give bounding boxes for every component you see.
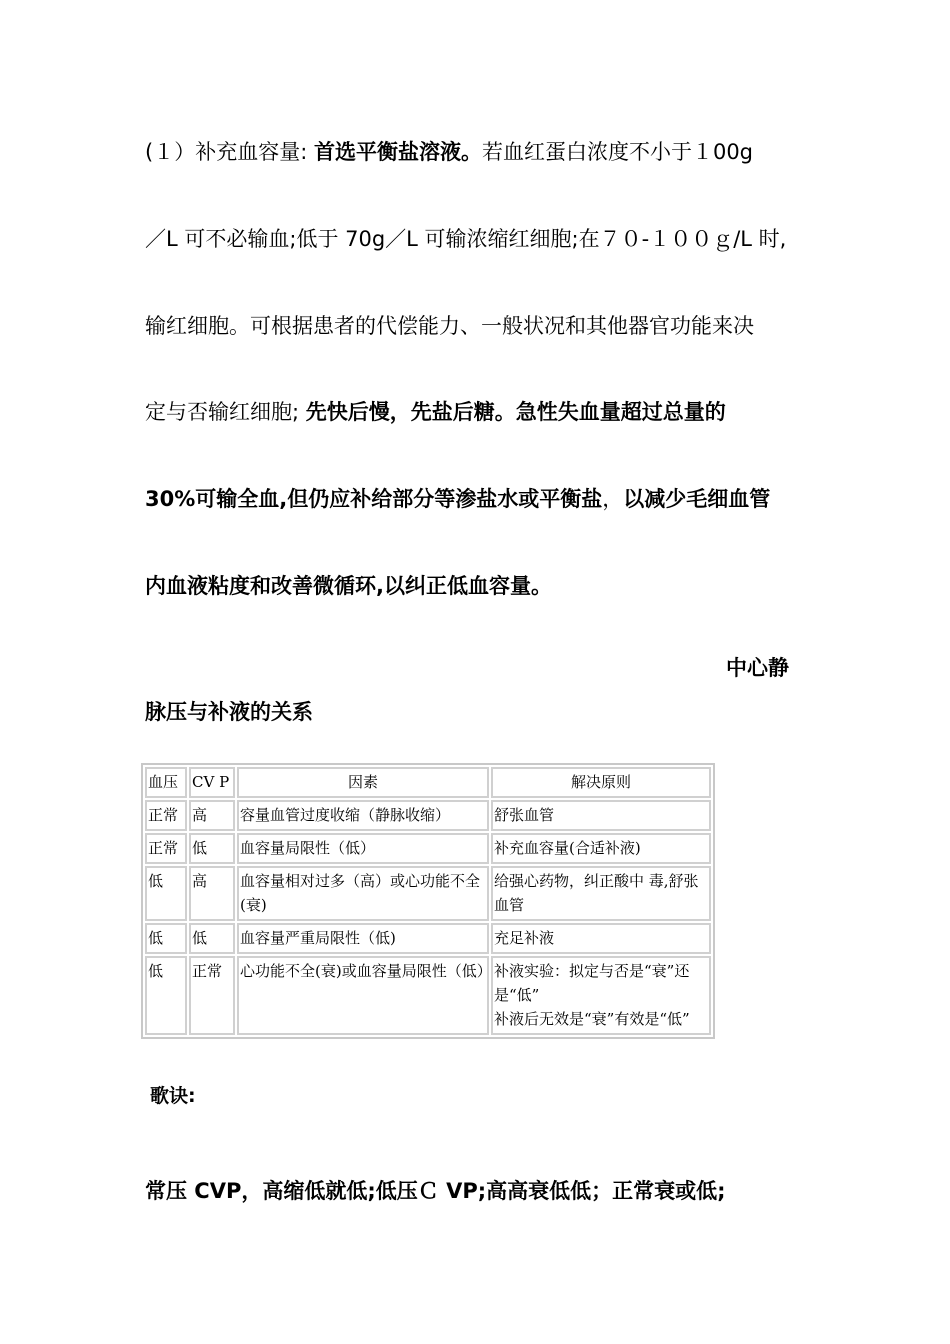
header-principle: 解决原则 (491, 767, 711, 798)
table-cell: 血容量相对过多（高）或心功能不全(衰) (237, 866, 489, 921)
section-title-part-1: 中心静 (726, 656, 789, 680)
table-cell: 舒张血管 (491, 800, 711, 831)
table-cell: 补充血容量(合适补液) (491, 833, 711, 864)
table-cell: 低 (189, 923, 235, 954)
table-cell: 正常 (145, 833, 187, 864)
table-cell: 低 (145, 956, 187, 1035)
table-cell: 高 (189, 800, 235, 831)
bold-text-segment: 首选平衡盐溶液。 (313, 140, 482, 164)
paragraph-line-4 (145, 398, 726, 426)
section-title-part-2: 脉压与补液的关系 (145, 700, 313, 724)
paragraph-line-6: 内血液粘度和改善微循环,以纠正低血容量。 (145, 574, 552, 598)
cell-line: 补液实验：拟定与否是“衰”还是“低” (494, 962, 690, 1004)
text-segment: 定与否输红细胞; (145, 400, 306, 424)
text-segment: 若血红蛋白浓度不小于１00g (481, 140, 754, 164)
text-segment: ， (602, 487, 624, 511)
table-cell: 容量血管过度收缩（静脉收缩） (237, 800, 489, 831)
bold-text-segment: 以减少毛细血管 (623, 487, 771, 511)
table-cell: 高 (189, 866, 235, 921)
table-cell: 正常 (189, 956, 235, 1035)
table-cell: 低 (145, 866, 187, 921)
bold-text-segment: 30%可输全血,但仍应补给部分等渗盐水或平衡盐 (145, 487, 603, 511)
table-cell: 充足补液 (491, 923, 711, 954)
table-cell: 低 (189, 833, 235, 864)
mnemonic-text: 常压 CVP，高缩低就低;低压Ｃ VP;高高衰低低；正常衰或低; (145, 1179, 726, 1203)
table-row (145, 833, 711, 864)
table-header-row (145, 767, 711, 798)
bold-text-segment: 先快后慢，先盐后糖。急性失血量超过总量的 (305, 400, 726, 424)
cvp-fluid-table (141, 763, 715, 1039)
table-cell: 低 (145, 923, 187, 954)
table-row (145, 923, 711, 954)
cell-line: 补液后无效是“衰”有效是“低” (494, 1010, 690, 1028)
header-blood-pressure: 血压 (145, 767, 187, 798)
table-cell: 心功能不全(衰)或血容量局限性（低） (237, 956, 489, 1035)
text-segment: (１）补充血容量: (145, 140, 314, 164)
header-factor: 因素 (237, 767, 489, 798)
paragraph-line-5 (145, 485, 770, 513)
mnemonic-title: 歌诀: (150, 1085, 196, 1107)
table-row (145, 800, 711, 831)
table-cell: 给强心药物，纠正酸中 毒,舒张血管 (491, 866, 711, 921)
table-cell: 血容量局限性（低） (237, 833, 489, 864)
table-cell: 血容量严重局限性（低) (237, 923, 489, 954)
table-row (145, 866, 711, 921)
header-cvp: CV P (189, 767, 235, 798)
table-cell (491, 956, 711, 1035)
table-cell: 正常 (145, 800, 187, 831)
table-row (145, 956, 711, 1035)
paragraph-line-2: ／L 可不必输血;低于 70g／L 可输浓缩红细胞;在７０-１００ｇ/L 时, (145, 227, 787, 251)
paragraph-line-3: 输红细胞。可根据患者的代偿能力、一般状况和其他器官功能来决 (145, 314, 754, 338)
paragraph-line-1 (145, 138, 753, 166)
